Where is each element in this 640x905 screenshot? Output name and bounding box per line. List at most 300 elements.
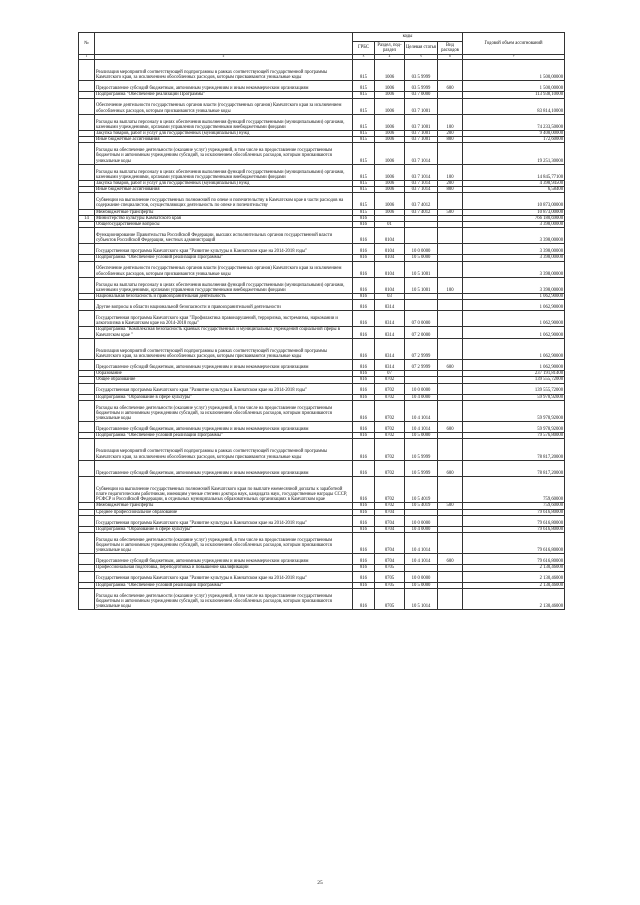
table-row <box>79 277 565 293</box>
row-name: Общегосударственные вопросы <box>95 221 353 227</box>
row-amount: 6,58400 <box>463 187 565 193</box>
row-amount: 1 062,90000 <box>463 360 565 371</box>
row-section: 0314 <box>375 300 405 311</box>
header-target: Целевая статья <box>405 42 438 55</box>
row-number <box>79 244 95 255</box>
row-section: 1006 <box>375 164 405 180</box>
row-exptype <box>438 311 463 327</box>
row-exptype: 200 <box>438 180 463 186</box>
row-exptype <box>438 588 463 609</box>
row-grbs: 816 <box>353 311 375 327</box>
row-grbs: 816 <box>353 277 375 293</box>
row-grbs: 816 <box>353 371 375 377</box>
row-target: 03 7 0000 <box>405 92 438 98</box>
table-row <box>79 114 565 130</box>
row-name: Государственная программа Камчатского края "Развитие культуры в Камчатском крае на 2014-2018 годы" <box>95 515 353 526</box>
row-name: Расходы на обеспечение деятельности (оказание услуг) учреждений, в том числе на предоставление государственным бюджетным и автономным учреждениям субсидий, за исключением обособленных расходов, которым присваиваются уникальные коды <box>95 143 353 164</box>
row-target: 10 4 1014 <box>405 422 438 433</box>
row-amount: 3 398,00000 <box>463 244 565 255</box>
row-name: Субвенции на выполнение государственных полномочий Камчатского края по выплате ежемесячной доплаты к заработной плате педагогическим работникам, имеющим ученые степени доктора наук, кандидата наук, государственные награды СССР, РСФСР и Российской Федерации, в отдельных муниципальных образовательных организациях в Камчатском крае <box>95 476 353 503</box>
row-exptype <box>438 533 463 554</box>
row-section: 1006 <box>375 114 405 130</box>
row-exptype <box>438 193 463 209</box>
row-section: 0705 <box>375 565 405 571</box>
row-amount: 2 130,46000 <box>463 565 565 571</box>
row-name: Подпрограмма "Обеспечение условий реализации Программы" <box>95 255 353 261</box>
row-exptype: 600 <box>438 360 463 371</box>
row-amount: 79 616,80000 <box>463 533 565 554</box>
row-target: 07 2 0000 <box>405 327 438 338</box>
row-amount: 3 398,00000 <box>463 255 565 261</box>
page-number: 25 <box>317 880 323 886</box>
row-section: 0705 <box>375 588 405 609</box>
table-row <box>79 244 565 255</box>
row-section: 0705 <box>375 571 405 582</box>
row-grbs: 816 <box>353 515 375 526</box>
row-amount: 2 130,46000 <box>463 582 565 588</box>
row-section: 0704 <box>375 533 405 554</box>
row-grbs: 816 <box>353 300 375 311</box>
row-exptype <box>438 228 463 244</box>
row-amount: 1 500,00000 <box>463 60 565 81</box>
row-name: Государственная программа Камчатского края "Профилактика правонарушений, терроризма, экстремизма, наркомании и алкоголизма в Камчатском крае на 2014-2018 годы" <box>95 311 353 327</box>
row-grbs: 816 <box>353 422 375 433</box>
budget-table <box>78 32 565 610</box>
row-amount: 10 873,00000 <box>463 209 565 215</box>
row-grbs: 815 <box>353 187 375 193</box>
row-exptype: 600 <box>438 554 463 565</box>
row-exptype: 200 <box>438 130 463 136</box>
row-exptype: 500 <box>438 209 463 215</box>
row-grbs: 816 <box>353 503 375 509</box>
row-section: 0702 <box>375 377 405 383</box>
row-amount: 79 616,80000 <box>463 526 565 532</box>
row-number <box>79 515 95 526</box>
row-grbs: 815 <box>353 130 375 136</box>
row-target: 10 0 0000 <box>405 244 438 255</box>
row-grbs: 816 <box>353 215 375 221</box>
row-grbs: 816 <box>353 255 375 261</box>
row-grbs: 816 <box>353 439 375 460</box>
budget-document <box>78 32 564 610</box>
row-amount: 1 062,90000 <box>463 293 565 299</box>
row-section: 0104 <box>375 244 405 255</box>
row-number <box>79 98 95 114</box>
row-target: 10 4 0000 <box>405 526 438 532</box>
row-target: 10 5 9999 <box>405 460 438 476</box>
row-number <box>79 338 95 359</box>
row-target: 10 4 1014 <box>405 554 438 565</box>
row-name: Профессиональная подготовка, переподготовка и повышение квалификации <box>95 565 353 571</box>
row-grbs: 816 <box>353 338 375 359</box>
row-exptype <box>438 143 463 164</box>
row-target: 10 5 4019 <box>405 476 438 503</box>
row-target: 10 5 1001 <box>405 277 438 293</box>
row-amount: 113 938,10000 <box>463 92 565 98</box>
row-name: Предоставление субсидий бюджетным, автономным учреждениям и иным некоммерческим организациям <box>95 460 353 476</box>
row-amount: 759,60000 <box>463 503 565 509</box>
row-target: 10 4 0000 <box>405 394 438 400</box>
row-grbs: 816 <box>353 533 375 554</box>
row-section: 0702 <box>375 433 405 439</box>
row-exptype: 100 <box>438 164 463 180</box>
row-section: 1006 <box>375 60 405 81</box>
row-name: Министерство культуры Камчатского края <box>95 215 353 221</box>
header-annual: Годовой объем ассигнований <box>463 33 565 55</box>
table-row <box>79 193 565 209</box>
row-number <box>79 143 95 164</box>
table-row <box>79 143 565 164</box>
table-row <box>79 311 565 327</box>
row-target: 03 7 1014 <box>405 180 438 186</box>
row-section: 0104 <box>375 228 405 244</box>
row-name: Предоставление субсидий бюджетным, автономным учреждениям и иным некоммерческим организациям <box>95 422 353 433</box>
table-row <box>79 81 565 92</box>
row-amount: 1 062,90000 <box>463 327 565 338</box>
row-exptype: 600 <box>438 422 463 433</box>
row-grbs: 816 <box>353 228 375 244</box>
row-target: 03 7 1001 <box>405 137 438 143</box>
row-amount: 4 398,94500 <box>463 180 565 186</box>
table-row <box>79 261 565 277</box>
row-target: 03 7 1014 <box>405 187 438 193</box>
row-name: Субвенции на выполнение государственных полномочий по опеке и попечительству в Камчатском крае в части расходов на содержание специалистов, осуществляющих деятельность по опеке и попечительству <box>95 193 353 209</box>
row-name: Закупка товаров, работ и услуг для государственных (муниципальных) нужд <box>95 130 353 136</box>
row-section: 0704 <box>375 526 405 532</box>
table-row <box>79 228 565 244</box>
row-target: 10 4 1014 <box>405 400 438 421</box>
row-name: Общее образование <box>95 377 353 383</box>
row-target: 03 7 1001 <box>405 114 438 130</box>
row-amount: 19 251,30000 <box>463 143 565 164</box>
row-name: Расходы на выплаты персоналу в целях обеспечения выполнения функций государственными (муниципальными) органами, казенными учреждениями, органами управления государственными внебюджетными фондами <box>95 277 353 293</box>
row-amount: 78 817,20000 <box>463 460 565 476</box>
row-grbs: 815 <box>353 114 375 130</box>
row-amount: 3 398,00000 <box>463 261 565 277</box>
row-target: 03 5 9999 <box>405 60 438 81</box>
row-name: Национальная безопасность и правоохранительная деятельность <box>95 293 353 299</box>
row-section: 01 <box>375 221 405 227</box>
table-row <box>79 588 565 609</box>
row-exptype <box>438 383 463 394</box>
table-row <box>79 515 565 526</box>
row-name: Функционирование Правительства Российской Федерации, высших исполнительных органов государственной власти субъектов Российской Федерации, местных администраций <box>95 228 353 244</box>
row-number <box>79 261 95 277</box>
row-exptype <box>438 338 463 359</box>
row-grbs: 816 <box>353 244 375 255</box>
row-target: 10 5 0000 <box>405 433 438 439</box>
table-row <box>79 164 565 180</box>
row-exptype <box>438 327 463 338</box>
row-section: 1006 <box>375 209 405 215</box>
row-name: Обеспечение деятельности государственных органов власти (государственных органов) Камчатского края за исключением обособленных расходов, которым присваиваются уникальные коды <box>95 98 353 114</box>
row-grbs: 815 <box>353 193 375 209</box>
colnum: 5 <box>405 55 438 60</box>
row-name: Расходы на обеспечение деятельности (оказание услуг) учреждений, в том числе на предоставление государственным бюджетным и автономным учреждениям субсидий, за исключением обособленных расходов, которым присваиваются уникальные коды <box>95 400 353 421</box>
row-number <box>79 554 95 565</box>
row-number <box>79 360 95 371</box>
row-section: 0702 <box>375 439 405 460</box>
row-number <box>79 383 95 394</box>
colnum: 7 <box>463 55 565 60</box>
row-exptype <box>438 300 463 311</box>
row-target: 03 7 1001 <box>405 98 438 114</box>
row-section: 0705 <box>375 582 405 588</box>
row-name: Иные бюджетные ассигнования <box>95 137 353 143</box>
table-row <box>79 327 565 338</box>
row-name: Расходы на обеспечение деятельности (оказание услуг) учреждений, в том числе на предоставление государственным бюджетным и автономным учреждениям субсидий, за исключением обособленных расходов, которым присваиваются уникальные коды <box>95 588 353 609</box>
row-name: Обеспечение деятельности государственных органов власти (государственных органов) Камчатского края за исключением обособленных расходов, которым присваиваются уникальные коды <box>95 261 353 277</box>
row-number <box>79 311 95 327</box>
row-number <box>79 193 95 209</box>
row-exptype <box>438 98 463 114</box>
row-grbs: 815 <box>353 81 375 92</box>
colnum: 6 <box>438 55 463 60</box>
row-number <box>79 277 95 293</box>
header-exptype: Вид расходов <box>438 42 463 55</box>
table-row <box>79 422 565 433</box>
row-name: Закупка товаров, работ и услуг для государственных (муниципальных) нужд <box>95 180 353 186</box>
row-name: Межбюджетные трансферты <box>95 209 353 215</box>
row-grbs: 816 <box>353 554 375 565</box>
row-section: 0702 <box>375 422 405 433</box>
row-amount: 1 500,00000 <box>463 81 565 92</box>
row-section: 0704 <box>375 515 405 526</box>
row-grbs: 815 <box>353 180 375 186</box>
row-grbs: 815 <box>353 98 375 114</box>
row-grbs: 815 <box>353 137 375 143</box>
row-exptype <box>438 60 463 81</box>
row-number <box>79 460 95 476</box>
row-grbs: 816 <box>353 394 375 400</box>
row-exptype: 600 <box>438 81 463 92</box>
row-amount: 2 130,46000 <box>463 588 565 609</box>
row-number: 14 <box>79 215 95 221</box>
row-section: 1006 <box>375 143 405 164</box>
row-grbs: 816 <box>353 327 375 338</box>
row-grbs: 816 <box>353 571 375 582</box>
row-target: 03 7 1001 <box>405 130 438 136</box>
row-grbs: 816 <box>353 360 375 371</box>
row-section: 1006 <box>375 180 405 186</box>
row-section: 0702 <box>375 476 405 503</box>
row-number <box>79 60 95 81</box>
row-section: 0104 <box>375 255 405 261</box>
row-section: 0704 <box>375 509 405 515</box>
row-name: Реализация мероприятий соответствующей подпрограммы в рамках соответствующей государственной программы Камчатского края, за исключением обособленных расходов, которым присваиваются уникальные коды <box>95 439 353 460</box>
row-amount: 78 817,20000 <box>463 439 565 460</box>
row-name: Предоставление субсидий бюджетным, автономным учреждениям и иным некоммерческим организациям <box>95 554 353 565</box>
row-amount: 3 398,00000 <box>463 277 565 293</box>
row-number <box>79 327 95 338</box>
row-number <box>79 571 95 582</box>
row-grbs: 816 <box>353 588 375 609</box>
row-amount: 9 408,00000 <box>463 130 565 136</box>
table-row <box>79 300 565 311</box>
row-name: Реализация мероприятий соответствующей подпрограммы в рамках соответствующей государственной программы Камчатского края, за исключением обособленных расходов, которым присваиваются уникальные коды <box>95 60 353 81</box>
table-row <box>79 60 565 81</box>
row-name: Государственная программа Камчатского края "Развитие культуры в Камчатском крае на 2014-2018 годы" <box>95 383 353 394</box>
table-body <box>79 60 565 610</box>
row-target: 07 2 9999 <box>405 360 438 371</box>
row-exptype <box>438 476 463 503</box>
row-name: Образование <box>95 371 353 377</box>
row-amount: 139 555,72000 <box>463 383 565 394</box>
row-section: 0314 <box>375 327 405 338</box>
row-name: Государственная программа Камчатского края "Развитие культуры в Камчатском крае на 2014-2018 годы" <box>95 571 353 582</box>
row-name: Расходы на выплаты персоналу в целях обеспечения выполнения функций государственными (муниципальными) органами, казенными учреждениями, органами управления государственными внебюджетными фондами <box>95 164 353 180</box>
row-grbs: 816 <box>353 460 375 476</box>
row-exptype: 500 <box>438 503 463 509</box>
row-name: Другие вопросы в области национальной безопасности и правоохранительной деятельности <box>95 300 353 311</box>
row-target: 10 5 1001 <box>405 261 438 277</box>
row-section: 0702 <box>375 400 405 421</box>
colnum: 1 <box>79 55 95 60</box>
row-exptype <box>438 244 463 255</box>
table-row <box>79 383 565 394</box>
row-name: Предоставление субсидий бюджетным, автономным учреждениям и иным некоммерческим организациям <box>95 81 353 92</box>
row-section: 0104 <box>375 261 405 277</box>
row-number <box>79 300 95 311</box>
row-amount: 2 130,46000 <box>463 571 565 582</box>
row-section: 1006 <box>375 193 405 209</box>
row-number <box>79 533 95 554</box>
colnum: 2 <box>95 55 353 60</box>
table-row <box>79 98 565 114</box>
row-amount: 79 616,80000 <box>463 509 565 515</box>
header-name <box>95 33 353 55</box>
row-number <box>79 228 95 244</box>
row-amount: 766 180,69000 <box>463 215 565 221</box>
row-amount: 59 978,92000 <box>463 400 565 421</box>
row-amount: 172,60000 <box>463 137 565 143</box>
row-target: 07 0 0000 <box>405 311 438 327</box>
row-grbs: 815 <box>353 209 375 215</box>
row-grbs: 816 <box>353 293 375 299</box>
header-section: Раздел, под-раздел <box>375 42 405 55</box>
row-amount: 759,60000 <box>463 476 565 503</box>
row-amount: 139 555,72000 <box>463 377 565 383</box>
row-target: 03 7 1014 <box>405 164 438 180</box>
row-target: 10 0 0000 <box>405 571 438 582</box>
table-row <box>79 360 565 371</box>
row-grbs: 816 <box>353 582 375 588</box>
row-exptype: 100 <box>438 114 463 130</box>
row-name: Подпрограмма "Обеспечение условий реализации Программы" <box>95 582 353 588</box>
row-name: Подпрограмма "Образование в сфере культуры" <box>95 526 353 532</box>
row-name: Подпрограмма "Обеспечение реализации Программы" <box>95 92 353 98</box>
row-section: 1006 <box>375 137 405 143</box>
row-exptype <box>438 261 463 277</box>
row-exptype <box>438 571 463 582</box>
row-amount: 59 978,92000 <box>463 394 565 400</box>
row-amount: 74 233,50000 <box>463 114 565 130</box>
row-target: 10 5 0000 <box>405 582 438 588</box>
row-section: 0314 <box>375 360 405 371</box>
row-amount: 79 616,80000 <box>463 554 565 565</box>
row-section: 0314 <box>375 311 405 327</box>
table-row <box>79 439 565 460</box>
table-row <box>79 460 565 476</box>
row-amount: 10 873,00000 <box>463 193 565 209</box>
row-name: Среднее профессиональное образование <box>95 509 353 515</box>
row-exptype: 100 <box>438 277 463 293</box>
row-grbs: 816 <box>353 526 375 532</box>
header-grbs: ГРБС <box>353 42 375 55</box>
table-row <box>79 533 565 554</box>
row-target: 10 5 0000 <box>405 255 438 261</box>
row-grbs: 815 <box>353 60 375 81</box>
colnum: 4 <box>375 55 405 60</box>
row-section: 07 <box>375 371 405 377</box>
row-amount: 1 062,90000 <box>463 300 565 311</box>
row-section: 0702 <box>375 383 405 394</box>
colnum: 3 <box>353 55 375 60</box>
row-number <box>79 164 95 180</box>
row-grbs: 816 <box>353 221 375 227</box>
row-exptype <box>438 439 463 460</box>
row-target: 03 7 1014 <box>405 143 438 164</box>
row-target: 10 4 1014 <box>405 533 438 554</box>
row-amount: 1 062,90000 <box>463 311 565 327</box>
row-target: 10 0 0000 <box>405 383 438 394</box>
row-grbs: 815 <box>353 164 375 180</box>
header-codes: коды <box>353 33 463 42</box>
row-target <box>405 300 438 311</box>
row-number <box>79 439 95 460</box>
table-row <box>79 476 565 503</box>
row-target: 03 5 9999 <box>405 81 438 92</box>
row-amount: 79 616,80000 <box>463 515 565 526</box>
row-number <box>79 588 95 609</box>
row-grbs: 816 <box>353 509 375 515</box>
row-section: 0704 <box>375 554 405 565</box>
row-amount: 3 398,00000 <box>463 221 565 227</box>
row-grbs: 816 <box>353 383 375 394</box>
row-grbs: 816 <box>353 377 375 383</box>
header-num: № <box>79 33 95 55</box>
row-name: Подпрограмма "Обеспечение условий реализации Программы" <box>95 433 353 439</box>
row-name: Расходы на выплаты персоналу в целях обеспечения выполнения функций государственными (муниципальными) органами, казенными учреждениями, органами управления государственными внебюджетными фондами <box>95 114 353 130</box>
row-target: 03 7 4012 <box>405 193 438 209</box>
row-name: Государственная программа Камчатского края "Развитие культуры в Камчатском крае на 2014-2018 годы" <box>95 244 353 255</box>
row-section: 1006 <box>375 81 405 92</box>
row-grbs: 816 <box>353 476 375 503</box>
row-exptype: 600 <box>438 460 463 476</box>
row-name: Реализация мероприятий соответствующей подпрограммы в рамках соответствующей государственной программы Камчатского края, за исключением обособленных расходов, которым присваиваются уникальные коды <box>95 338 353 359</box>
table-row <box>79 571 565 582</box>
row-amount: 14 845,77100 <box>463 164 565 180</box>
row-target <box>405 228 438 244</box>
row-name: Подпрограмма "Образование в сфере культуры" <box>95 394 353 400</box>
row-amount: 237 191,81400 <box>463 371 565 377</box>
row-target: 10 5 4019 <box>405 503 438 509</box>
row-exptype <box>438 515 463 526</box>
row-name: Межбюджетные трансферты <box>95 503 353 509</box>
row-name: Иные бюджетные ассигнования <box>95 187 353 193</box>
row-name: Расходы на обеспечение деятельности (оказание услуг) учреждений, в том числе на предоставление государственным бюджетным и автономным учреждениям субсидий, за исключением обособленных расходов, которым присваиваются уникальные коды <box>95 533 353 554</box>
row-amount: 1 062,90000 <box>463 338 565 359</box>
row-section: 1006 <box>375 130 405 136</box>
row-amount: 79 576,80000 <box>463 433 565 439</box>
row-target: 10 5 1014 <box>405 588 438 609</box>
row-section: 0702 <box>375 460 405 476</box>
row-target: 07 2 9999 <box>405 338 438 359</box>
row-grbs: 816 <box>353 261 375 277</box>
row-number <box>79 422 95 433</box>
row-grbs: 816 <box>353 565 375 571</box>
row-number <box>79 476 95 503</box>
